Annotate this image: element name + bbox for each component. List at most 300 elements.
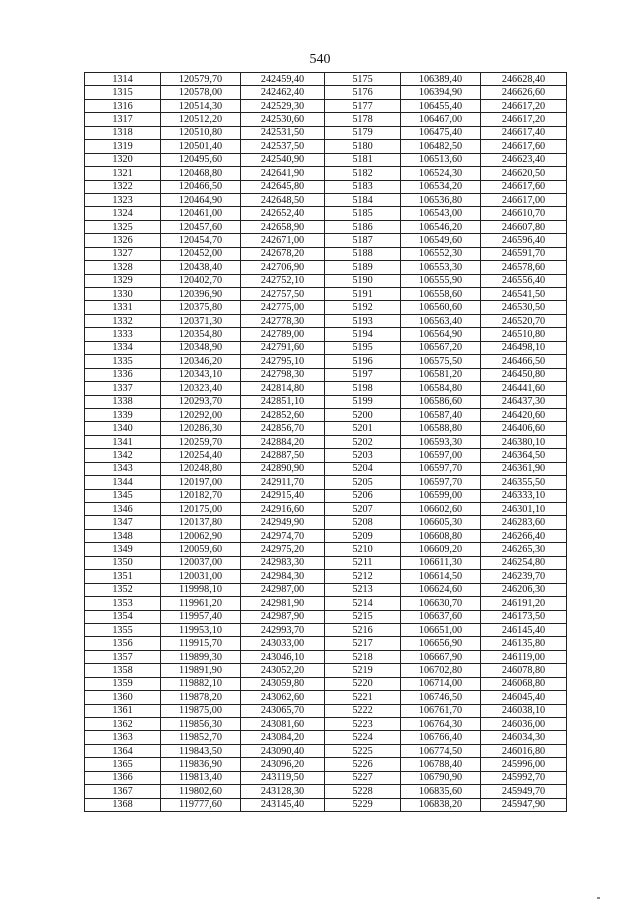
y-coordinate-cell: 246191,20 bbox=[481, 597, 567, 610]
y-coordinate-cell: 246038,10 bbox=[481, 704, 567, 717]
x-coordinate-cell: 106584,80 bbox=[401, 382, 481, 395]
y-coordinate-cell: 242752,10 bbox=[241, 274, 325, 287]
y-coordinate-cell: 246617,40 bbox=[481, 126, 567, 139]
y-coordinate-cell: 242814,80 bbox=[241, 382, 325, 395]
y-coordinate-cell: 242915,40 bbox=[241, 489, 325, 502]
y-coordinate-cell: 242648,50 bbox=[241, 193, 325, 206]
y-coordinate-cell: 243081,60 bbox=[241, 718, 325, 731]
y-coordinate-cell: 242911,70 bbox=[241, 476, 325, 489]
y-coordinate-cell: 246596,40 bbox=[481, 234, 567, 247]
x-coordinate-cell: 119875,00 bbox=[161, 704, 241, 717]
point-number-cell: 1359 bbox=[85, 677, 161, 690]
y-coordinate-cell: 246617,20 bbox=[481, 99, 567, 112]
x-coordinate-cell: 119878,20 bbox=[161, 691, 241, 704]
y-coordinate-cell: 246578,60 bbox=[481, 261, 567, 274]
table-row bbox=[85, 637, 567, 650]
point-number-cell: 1363 bbox=[85, 731, 161, 744]
x-coordinate-cell: 106555,90 bbox=[401, 274, 481, 287]
table-row bbox=[85, 126, 567, 139]
x-coordinate-cell: 120464,90 bbox=[161, 193, 241, 206]
x-coordinate-cell: 120323,40 bbox=[161, 382, 241, 395]
y-coordinate-cell: 246420,60 bbox=[481, 408, 567, 421]
table-row bbox=[85, 556, 567, 569]
x-coordinate-cell: 119915,70 bbox=[161, 637, 241, 650]
x-coordinate-cell: 120468,80 bbox=[161, 167, 241, 180]
point-number-cell: 1355 bbox=[85, 623, 161, 636]
y-coordinate-cell: 246530,50 bbox=[481, 301, 567, 314]
y-coordinate-cell: 243119,50 bbox=[241, 771, 325, 784]
table-row bbox=[85, 314, 567, 327]
x-coordinate-cell: 120514,30 bbox=[161, 99, 241, 112]
point-number-cell: 5183 bbox=[325, 180, 401, 193]
x-coordinate-cell: 106564,90 bbox=[401, 328, 481, 341]
x-coordinate-cell: 106637,60 bbox=[401, 610, 481, 623]
table-row bbox=[85, 153, 567, 166]
point-number-cell: 5198 bbox=[325, 382, 401, 395]
table-row bbox=[85, 355, 567, 368]
x-coordinate-cell: 106394,90 bbox=[401, 86, 481, 99]
x-coordinate-cell: 106546,20 bbox=[401, 220, 481, 233]
x-coordinate-cell: 119813,40 bbox=[161, 771, 241, 784]
point-number-cell: 1330 bbox=[85, 288, 161, 301]
point-number-cell: 5187 bbox=[325, 234, 401, 247]
point-number-cell: 5218 bbox=[325, 650, 401, 663]
y-coordinate-cell: 242852,60 bbox=[241, 408, 325, 421]
y-coordinate-cell: 242678,20 bbox=[241, 247, 325, 260]
x-coordinate-cell: 120457,60 bbox=[161, 220, 241, 233]
y-coordinate-cell: 246610,70 bbox=[481, 207, 567, 220]
point-number-cell: 5207 bbox=[325, 503, 401, 516]
table-row bbox=[85, 395, 567, 408]
point-number-cell: 1360 bbox=[85, 691, 161, 704]
x-coordinate-cell: 120037,00 bbox=[161, 556, 241, 569]
point-number-cell: 5186 bbox=[325, 220, 401, 233]
point-number-cell: 1328 bbox=[85, 261, 161, 274]
y-coordinate-cell: 246119,00 bbox=[481, 650, 567, 663]
x-coordinate-cell: 120461,00 bbox=[161, 207, 241, 220]
point-number-cell: 5182 bbox=[325, 167, 401, 180]
y-coordinate-cell: 243052,20 bbox=[241, 664, 325, 677]
x-coordinate-cell: 120438,40 bbox=[161, 261, 241, 274]
y-coordinate-cell: 246617,60 bbox=[481, 180, 567, 193]
x-coordinate-cell: 119852,70 bbox=[161, 731, 241, 744]
table-row bbox=[85, 583, 567, 596]
x-coordinate-cell: 106536,80 bbox=[401, 193, 481, 206]
point-number-cell: 1342 bbox=[85, 449, 161, 462]
x-coordinate-cell: 120375,80 bbox=[161, 301, 241, 314]
table-row bbox=[85, 543, 567, 556]
x-coordinate-cell: 120396,90 bbox=[161, 288, 241, 301]
table-row bbox=[85, 449, 567, 462]
y-coordinate-cell: 246016,80 bbox=[481, 744, 567, 757]
x-coordinate-cell: 106575,50 bbox=[401, 355, 481, 368]
point-number-cell: 5184 bbox=[325, 193, 401, 206]
point-number-cell: 5213 bbox=[325, 583, 401, 596]
x-coordinate-cell: 120254,40 bbox=[161, 449, 241, 462]
y-coordinate-cell: 246466,50 bbox=[481, 355, 567, 368]
point-number-cell: 1331 bbox=[85, 301, 161, 314]
x-coordinate-cell: 120454,70 bbox=[161, 234, 241, 247]
y-coordinate-cell: 246301,10 bbox=[481, 503, 567, 516]
y-coordinate-cell: 242537,50 bbox=[241, 140, 325, 153]
point-number-cell: 1350 bbox=[85, 556, 161, 569]
point-number-cell: 5222 bbox=[325, 704, 401, 717]
point-number-cell: 1323 bbox=[85, 193, 161, 206]
table-row bbox=[85, 193, 567, 206]
y-coordinate-cell: 242993,70 bbox=[241, 623, 325, 636]
x-coordinate-cell: 106552,30 bbox=[401, 247, 481, 260]
y-coordinate-cell: 243096,20 bbox=[241, 758, 325, 771]
y-coordinate-cell: 246364,50 bbox=[481, 449, 567, 462]
x-coordinate-cell: 120259,70 bbox=[161, 435, 241, 448]
point-number-cell: 1361 bbox=[85, 704, 161, 717]
y-coordinate-cell: 245992,70 bbox=[481, 771, 567, 784]
y-coordinate-cell: 246380,10 bbox=[481, 435, 567, 448]
y-coordinate-cell: 246068,80 bbox=[481, 677, 567, 690]
point-number-cell: 1326 bbox=[85, 234, 161, 247]
x-coordinate-cell: 120348,90 bbox=[161, 341, 241, 354]
y-coordinate-cell: 242645,80 bbox=[241, 180, 325, 193]
x-coordinate-cell: 119882,10 bbox=[161, 677, 241, 690]
y-coordinate-cell: 242529,30 bbox=[241, 99, 325, 112]
point-number-cell: 1314 bbox=[85, 73, 161, 86]
y-coordinate-cell: 242641,90 bbox=[241, 167, 325, 180]
y-coordinate-cell: 246607,80 bbox=[481, 220, 567, 233]
y-coordinate-cell: 246450,80 bbox=[481, 368, 567, 381]
y-coordinate-cell: 242795,10 bbox=[241, 355, 325, 368]
y-coordinate-cell: 245947,90 bbox=[481, 798, 567, 811]
point-number-cell: 1317 bbox=[85, 113, 161, 126]
y-coordinate-cell: 246078,80 bbox=[481, 664, 567, 677]
x-coordinate-cell: 106838,20 bbox=[401, 798, 481, 811]
y-coordinate-cell: 242916,60 bbox=[241, 503, 325, 516]
point-number-cell: 5208 bbox=[325, 516, 401, 529]
point-number-cell: 1334 bbox=[85, 341, 161, 354]
y-coordinate-cell: 246206,30 bbox=[481, 583, 567, 596]
x-coordinate-cell: 106534,20 bbox=[401, 180, 481, 193]
x-coordinate-cell: 119802,60 bbox=[161, 785, 241, 798]
point-number-cell: 5185 bbox=[325, 207, 401, 220]
y-coordinate-cell: 243046,10 bbox=[241, 650, 325, 663]
point-number-cell: 1335 bbox=[85, 355, 161, 368]
x-coordinate-cell: 120062,90 bbox=[161, 529, 241, 542]
x-coordinate-cell: 106611,30 bbox=[401, 556, 481, 569]
x-coordinate-cell: 106746,50 bbox=[401, 691, 481, 704]
x-coordinate-cell: 106560,60 bbox=[401, 301, 481, 314]
x-coordinate-cell: 106597,00 bbox=[401, 449, 481, 462]
table-row bbox=[85, 597, 567, 610]
x-coordinate-cell: 106790,90 bbox=[401, 771, 481, 784]
point-number-cell: 1333 bbox=[85, 328, 161, 341]
coordinates-table-body bbox=[85, 73, 567, 812]
scan-speck bbox=[597, 897, 600, 899]
point-number-cell: 5176 bbox=[325, 86, 401, 99]
x-coordinate-cell: 106651,00 bbox=[401, 623, 481, 636]
x-coordinate-cell: 106608,80 bbox=[401, 529, 481, 542]
table-row bbox=[85, 140, 567, 153]
point-number-cell: 5204 bbox=[325, 462, 401, 475]
table-row bbox=[85, 328, 567, 341]
y-coordinate-cell: 246520,70 bbox=[481, 314, 567, 327]
x-coordinate-cell: 106549,60 bbox=[401, 234, 481, 247]
y-coordinate-cell: 242652,40 bbox=[241, 207, 325, 220]
x-coordinate-cell: 119843,50 bbox=[161, 744, 241, 757]
table-row bbox=[85, 758, 567, 771]
point-number-cell: 1327 bbox=[85, 247, 161, 260]
x-coordinate-cell: 120512,20 bbox=[161, 113, 241, 126]
point-number-cell: 1368 bbox=[85, 798, 161, 811]
y-coordinate-cell: 246623,40 bbox=[481, 153, 567, 166]
y-coordinate-cell: 246628,40 bbox=[481, 73, 567, 86]
point-number-cell: 5221 bbox=[325, 691, 401, 704]
y-coordinate-cell: 246266,40 bbox=[481, 529, 567, 542]
table-row bbox=[85, 99, 567, 112]
y-coordinate-cell: 242540,90 bbox=[241, 153, 325, 166]
y-coordinate-cell: 242658,90 bbox=[241, 220, 325, 233]
point-number-cell: 5212 bbox=[325, 570, 401, 583]
table-row bbox=[85, 731, 567, 744]
y-coordinate-cell: 242530,60 bbox=[241, 113, 325, 126]
x-coordinate-cell: 120495,60 bbox=[161, 153, 241, 166]
table-row bbox=[85, 650, 567, 663]
table-row bbox=[85, 73, 567, 86]
y-coordinate-cell: 242757,50 bbox=[241, 288, 325, 301]
x-coordinate-cell: 120293,70 bbox=[161, 395, 241, 408]
x-coordinate-cell: 106656,90 bbox=[401, 637, 481, 650]
y-coordinate-cell: 246034,30 bbox=[481, 731, 567, 744]
y-coordinate-cell: 246498,10 bbox=[481, 341, 567, 354]
y-coordinate-cell: 242789,00 bbox=[241, 328, 325, 341]
point-number-cell: 1338 bbox=[85, 395, 161, 408]
x-coordinate-cell: 120346,20 bbox=[161, 355, 241, 368]
table-row bbox=[85, 677, 567, 690]
table-row bbox=[85, 610, 567, 623]
y-coordinate-cell: 242974,70 bbox=[241, 529, 325, 542]
y-coordinate-cell: 246145,40 bbox=[481, 623, 567, 636]
point-number-cell: 5192 bbox=[325, 301, 401, 314]
point-number-cell: 5196 bbox=[325, 355, 401, 368]
x-coordinate-cell: 120579,70 bbox=[161, 73, 241, 86]
x-coordinate-cell: 120578,00 bbox=[161, 86, 241, 99]
point-number-cell: 5226 bbox=[325, 758, 401, 771]
x-coordinate-cell: 120031,00 bbox=[161, 570, 241, 583]
y-coordinate-cell: 246283,60 bbox=[481, 516, 567, 529]
point-number-cell: 5180 bbox=[325, 140, 401, 153]
y-coordinate-cell: 246173,50 bbox=[481, 610, 567, 623]
table-row bbox=[85, 462, 567, 475]
y-coordinate-cell: 242706,90 bbox=[241, 261, 325, 274]
y-coordinate-cell: 246361,90 bbox=[481, 462, 567, 475]
y-coordinate-cell: 246239,70 bbox=[481, 570, 567, 583]
point-number-cell: 5199 bbox=[325, 395, 401, 408]
table-row bbox=[85, 220, 567, 233]
x-coordinate-cell: 106788,40 bbox=[401, 758, 481, 771]
x-coordinate-cell: 120501,40 bbox=[161, 140, 241, 153]
x-coordinate-cell: 106605,30 bbox=[401, 516, 481, 529]
table-row bbox=[85, 503, 567, 516]
y-coordinate-cell: 243128,30 bbox=[241, 785, 325, 798]
x-coordinate-cell: 106761,70 bbox=[401, 704, 481, 717]
point-number-cell: 1351 bbox=[85, 570, 161, 583]
table-row bbox=[85, 798, 567, 811]
table-row bbox=[85, 435, 567, 448]
x-coordinate-cell: 106524,30 bbox=[401, 167, 481, 180]
y-coordinate-cell: 243145,40 bbox=[241, 798, 325, 811]
y-coordinate-cell: 242671,00 bbox=[241, 234, 325, 247]
x-coordinate-cell: 106630,70 bbox=[401, 597, 481, 610]
point-number-cell: 1341 bbox=[85, 435, 161, 448]
point-number-cell: 5216 bbox=[325, 623, 401, 636]
table-row bbox=[85, 771, 567, 784]
x-coordinate-cell: 106455,40 bbox=[401, 99, 481, 112]
x-coordinate-cell: 106553,30 bbox=[401, 261, 481, 274]
table-row bbox=[85, 207, 567, 220]
x-coordinate-cell: 106513,60 bbox=[401, 153, 481, 166]
x-coordinate-cell: 106667,90 bbox=[401, 650, 481, 663]
y-coordinate-cell: 242975,20 bbox=[241, 543, 325, 556]
x-coordinate-cell: 120371,30 bbox=[161, 314, 241, 327]
x-coordinate-cell: 106835,60 bbox=[401, 785, 481, 798]
x-coordinate-cell: 120354,80 bbox=[161, 328, 241, 341]
page-number: 540 bbox=[309, 52, 331, 67]
point-number-cell: 5193 bbox=[325, 314, 401, 327]
point-number-cell: 1329 bbox=[85, 274, 161, 287]
x-coordinate-cell: 120452,00 bbox=[161, 247, 241, 260]
point-number-cell: 5217 bbox=[325, 637, 401, 650]
point-number-cell: 5209 bbox=[325, 529, 401, 542]
point-number-cell: 5188 bbox=[325, 247, 401, 260]
table-row bbox=[85, 113, 567, 126]
y-coordinate-cell: 243065,70 bbox=[241, 704, 325, 717]
x-coordinate-cell: 120510,80 bbox=[161, 126, 241, 139]
point-number-cell: 1362 bbox=[85, 718, 161, 731]
x-coordinate-cell: 119856,30 bbox=[161, 718, 241, 731]
x-coordinate-cell: 106588,80 bbox=[401, 422, 481, 435]
point-number-cell: 1336 bbox=[85, 368, 161, 381]
point-number-cell: 5211 bbox=[325, 556, 401, 569]
table-row bbox=[85, 368, 567, 381]
y-coordinate-cell: 246510,80 bbox=[481, 328, 567, 341]
y-coordinate-cell: 246265,30 bbox=[481, 543, 567, 556]
y-coordinate-cell: 246406,60 bbox=[481, 422, 567, 435]
table-row bbox=[85, 476, 567, 489]
point-number-cell: 5190 bbox=[325, 274, 401, 287]
y-coordinate-cell: 245949,70 bbox=[481, 785, 567, 798]
table-row bbox=[85, 234, 567, 247]
y-coordinate-cell: 243062,60 bbox=[241, 691, 325, 704]
point-number-cell: 1364 bbox=[85, 744, 161, 757]
table-row bbox=[85, 704, 567, 717]
y-coordinate-cell: 246626,60 bbox=[481, 86, 567, 99]
x-coordinate-cell: 119836,90 bbox=[161, 758, 241, 771]
point-number-cell: 5219 bbox=[325, 664, 401, 677]
table-row bbox=[85, 261, 567, 274]
point-number-cell: 1315 bbox=[85, 86, 161, 99]
x-coordinate-cell: 106567,20 bbox=[401, 341, 481, 354]
x-coordinate-cell: 106702,80 bbox=[401, 664, 481, 677]
x-coordinate-cell: 106587,40 bbox=[401, 408, 481, 421]
point-number-cell: 1365 bbox=[85, 758, 161, 771]
point-number-cell: 1345 bbox=[85, 489, 161, 502]
table-row bbox=[85, 422, 567, 435]
y-coordinate-cell: 242459,40 bbox=[241, 73, 325, 86]
y-coordinate-cell: 246437,30 bbox=[481, 395, 567, 408]
table-row bbox=[85, 691, 567, 704]
x-coordinate-cell: 106563,40 bbox=[401, 314, 481, 327]
point-number-cell: 5201 bbox=[325, 422, 401, 435]
point-number-cell: 1346 bbox=[85, 503, 161, 516]
table-row bbox=[85, 623, 567, 636]
x-coordinate-cell: 106581,20 bbox=[401, 368, 481, 381]
y-coordinate-cell: 246541,50 bbox=[481, 288, 567, 301]
point-number-cell: 5228 bbox=[325, 785, 401, 798]
point-number-cell: 5200 bbox=[325, 408, 401, 421]
y-coordinate-cell: 243090,40 bbox=[241, 744, 325, 757]
y-coordinate-cell: 242856,70 bbox=[241, 422, 325, 435]
point-number-cell: 5177 bbox=[325, 99, 401, 112]
table-row bbox=[85, 664, 567, 677]
y-coordinate-cell: 242981,90 bbox=[241, 597, 325, 610]
table-row bbox=[85, 408, 567, 421]
point-number-cell: 5179 bbox=[325, 126, 401, 139]
x-coordinate-cell: 106624,60 bbox=[401, 583, 481, 596]
point-number-cell: 5229 bbox=[325, 798, 401, 811]
point-number-cell: 1337 bbox=[85, 382, 161, 395]
y-coordinate-cell: 242984,30 bbox=[241, 570, 325, 583]
y-coordinate-cell: 246620,50 bbox=[481, 167, 567, 180]
point-number-cell: 5202 bbox=[325, 435, 401, 448]
point-number-cell: 1358 bbox=[85, 664, 161, 677]
point-number-cell: 5227 bbox=[325, 771, 401, 784]
point-number-cell: 5225 bbox=[325, 744, 401, 757]
point-number-cell: 5210 bbox=[325, 543, 401, 556]
y-coordinate-cell: 246617,00 bbox=[481, 193, 567, 206]
x-coordinate-cell: 106475,40 bbox=[401, 126, 481, 139]
point-number-cell: 5197 bbox=[325, 368, 401, 381]
y-coordinate-cell: 243059,80 bbox=[241, 677, 325, 690]
point-number-cell: 5214 bbox=[325, 597, 401, 610]
x-coordinate-cell: 120248,80 bbox=[161, 462, 241, 475]
y-coordinate-cell: 242791,60 bbox=[241, 341, 325, 354]
point-number-cell: 1318 bbox=[85, 126, 161, 139]
y-coordinate-cell: 242890,90 bbox=[241, 462, 325, 475]
point-number-cell: 1344 bbox=[85, 476, 161, 489]
x-coordinate-cell: 106586,60 bbox=[401, 395, 481, 408]
point-number-cell: 5223 bbox=[325, 718, 401, 731]
point-number-cell: 1348 bbox=[85, 529, 161, 542]
x-coordinate-cell: 119899,30 bbox=[161, 650, 241, 663]
x-coordinate-cell: 119998,10 bbox=[161, 583, 241, 596]
x-coordinate-cell: 106593,30 bbox=[401, 435, 481, 448]
table-row bbox=[85, 167, 567, 180]
point-number-cell: 1349 bbox=[85, 543, 161, 556]
y-coordinate-cell: 246591,70 bbox=[481, 247, 567, 260]
point-number-cell: 5206 bbox=[325, 489, 401, 502]
point-number-cell: 1343 bbox=[85, 462, 161, 475]
table-row bbox=[85, 489, 567, 502]
y-coordinate-cell: 245996,00 bbox=[481, 758, 567, 771]
point-number-cell: 5181 bbox=[325, 153, 401, 166]
x-coordinate-cell: 120292,00 bbox=[161, 408, 241, 421]
y-coordinate-cell: 246333,10 bbox=[481, 489, 567, 502]
x-coordinate-cell: 106714,00 bbox=[401, 677, 481, 690]
y-coordinate-cell: 246617,60 bbox=[481, 140, 567, 153]
y-coordinate-cell: 242851,10 bbox=[241, 395, 325, 408]
table-row bbox=[85, 180, 567, 193]
x-coordinate-cell: 119891,90 bbox=[161, 664, 241, 677]
point-number-cell: 1356 bbox=[85, 637, 161, 650]
point-number-cell: 1352 bbox=[85, 583, 161, 596]
